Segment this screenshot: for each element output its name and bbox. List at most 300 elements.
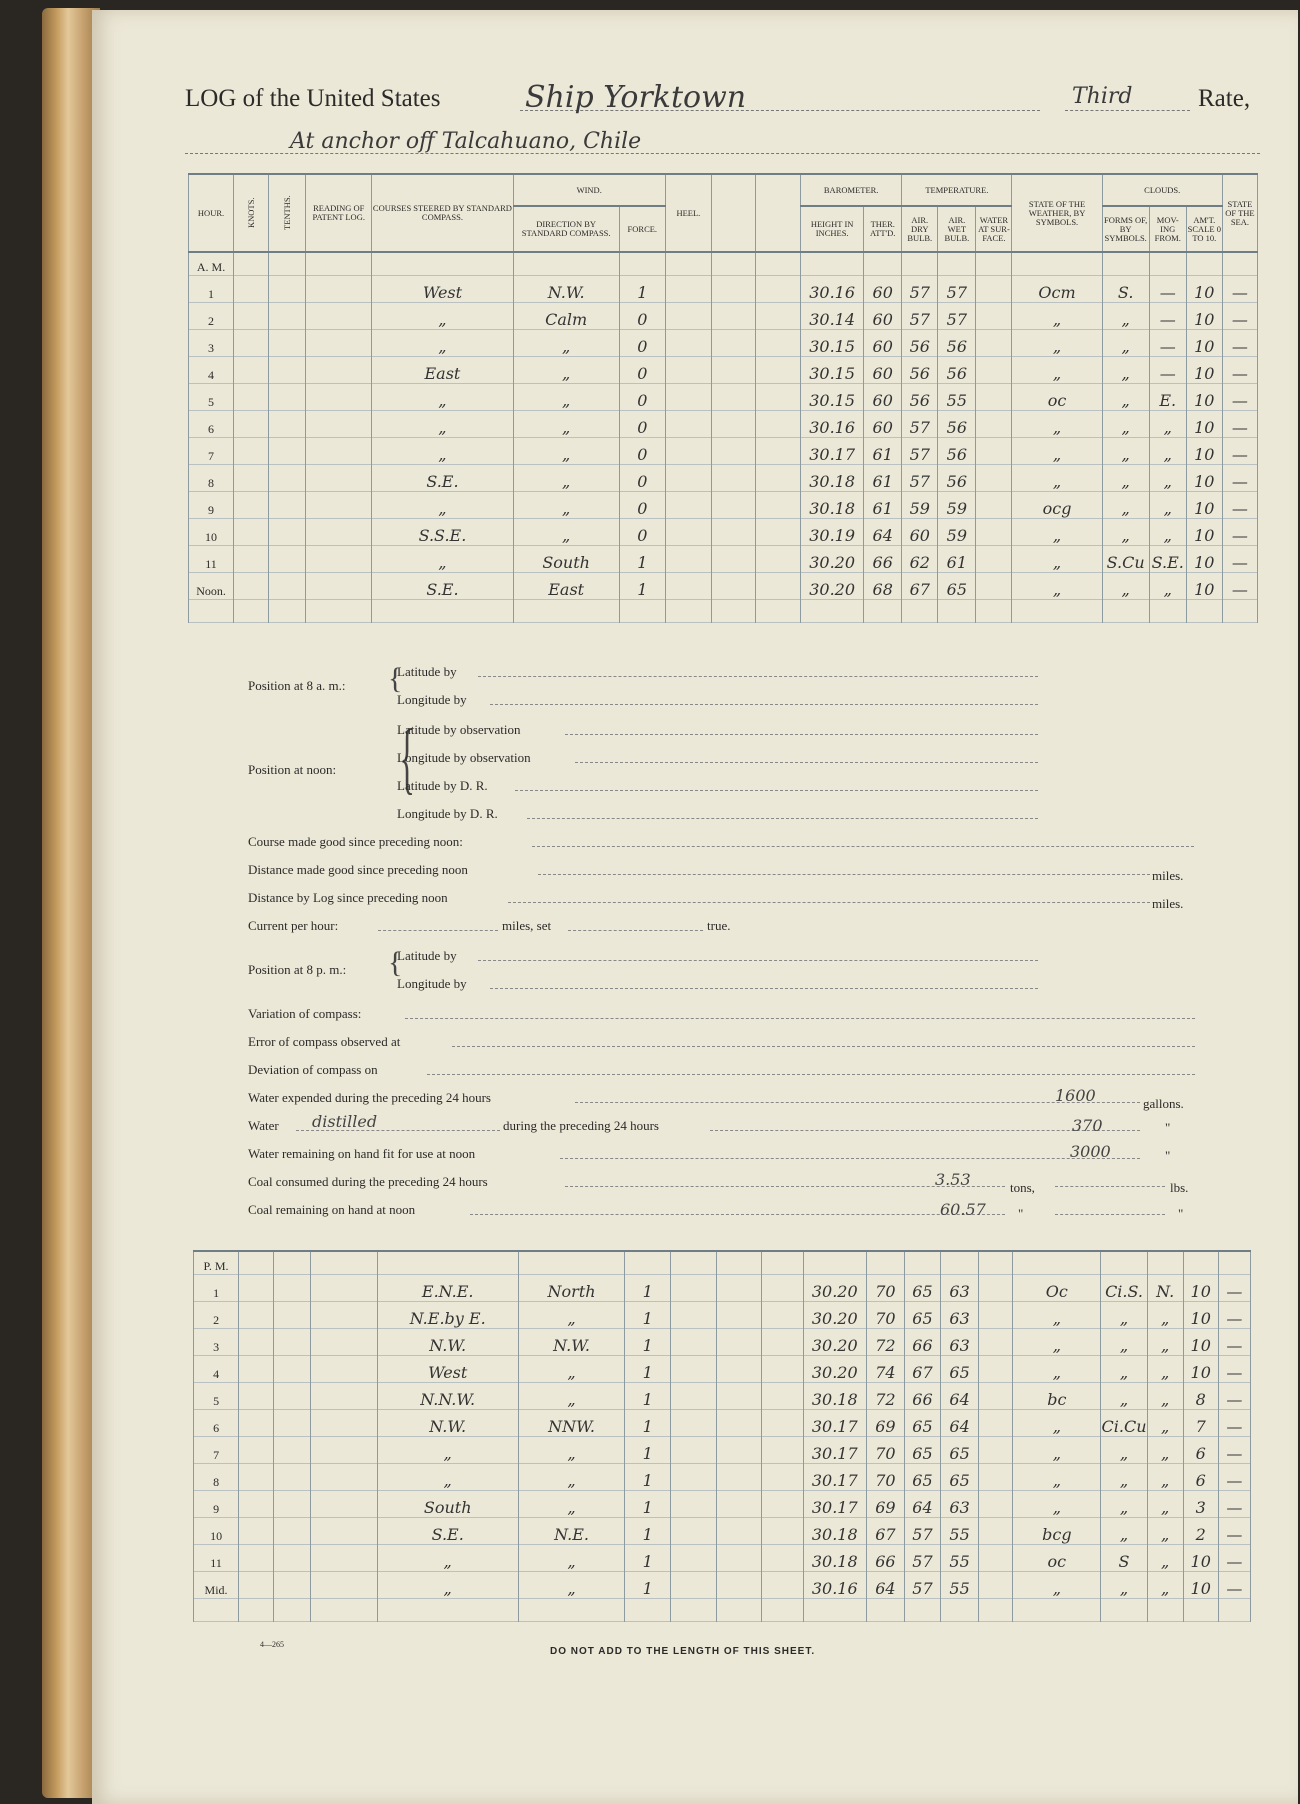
location-line: At anchor off Talcahuano, Chile	[290, 129, 642, 154]
air-wet-cell: 56	[938, 465, 976, 492]
hour-cell: 3	[194, 1329, 239, 1356]
blank-cell-1	[717, 1275, 761, 1302]
cloud-forms-cell: „	[1101, 1302, 1147, 1329]
wind-direction-cell: NNW.	[518, 1410, 624, 1437]
wind-force-cell: 1	[619, 573, 665, 600]
water-during: during the preceding 24 hours	[503, 1118, 659, 1133]
wind-direction-cell: „	[518, 1302, 624, 1329]
baro-height-cell: 30.20	[803, 1356, 866, 1383]
water-surface-cell	[979, 1464, 1013, 1491]
air-dry-cell: 56	[902, 384, 938, 411]
blank-cell-1	[717, 1491, 761, 1518]
weather-cell: „	[1013, 1464, 1101, 1491]
cloud-forms-cell: Ci.S.	[1101, 1275, 1147, 1302]
air-dry-cell: 65	[904, 1410, 940, 1437]
wind-force-cell: 1	[625, 1329, 671, 1356]
am-log-row	[189, 276, 1258, 303]
weather-cell: oc	[1013, 1545, 1101, 1572]
cloud-moving-cell: —	[1149, 357, 1186, 384]
cloud-forms-cell: „	[1101, 1383, 1147, 1410]
wind-force-cell: 1	[619, 546, 665, 573]
col-tenths: TENTHS.	[269, 174, 306, 252]
knots-cell	[239, 1383, 274, 1410]
tenths-cell	[274, 1491, 311, 1518]
course-cell: „	[377, 1437, 518, 1464]
wind-direction-cell: „	[518, 1491, 624, 1518]
wind-direction-cell: „	[518, 1437, 624, 1464]
course-cell: South	[377, 1491, 518, 1518]
wind-direction-cell: „	[518, 1572, 624, 1599]
wind-force-cell: 1	[625, 1275, 671, 1302]
col-baro-ther: THER. ATT'D.	[864, 206, 902, 252]
patent-log-cell	[306, 519, 372, 546]
heel-cell	[671, 1491, 717, 1518]
cloud-forms-cell: „	[1101, 1491, 1147, 1518]
col-heel: HEEL.	[665, 174, 711, 252]
wind-force-cell: 0	[619, 303, 665, 330]
weather-cell: ocg	[1012, 492, 1102, 519]
tenths-cell	[269, 303, 306, 330]
air-dry-cell: 57	[902, 438, 938, 465]
error-compass: Error of compass observed at	[248, 1034, 401, 1049]
sea-state-cell: —	[1222, 438, 1257, 465]
weather-cell: „	[1012, 330, 1102, 357]
blank-cell-1	[717, 1302, 761, 1329]
pm-log-row	[194, 1518, 1251, 1545]
col-cloud-amount: AM'T. SCALE 0 TO 10.	[1186, 206, 1222, 252]
wind-force-cell: 0	[619, 330, 665, 357]
sea-state-cell: —	[1222, 330, 1257, 357]
air-wet-cell: 55	[941, 1545, 979, 1572]
knots-cell	[239, 1491, 274, 1518]
sea-state-cell: —	[1222, 465, 1257, 492]
baro-height-cell: 30.16	[801, 411, 864, 438]
baro-height-cell: 30.18	[803, 1518, 866, 1545]
cloud-moving-cell: —	[1149, 303, 1186, 330]
hour-cell: 6	[189, 411, 234, 438]
pm-section-label: P. M.	[194, 1251, 239, 1275]
wind-force-cell: 1	[625, 1410, 671, 1437]
wind-direction-cell: N.W.	[518, 1329, 624, 1356]
patent-log-cell	[311, 1302, 377, 1329]
patent-log-cell	[306, 465, 372, 492]
cloud-amount-cell: 6	[1183, 1437, 1218, 1464]
baro-height-cell: 30.15	[801, 357, 864, 384]
pos-8am-label: Position at 8 a. m.:	[248, 678, 346, 693]
cloud-forms-cell: S.Cu	[1102, 546, 1149, 573]
air-wet-cell: 64	[941, 1410, 979, 1437]
sea-state-cell: —	[1218, 1437, 1250, 1464]
pos-8pm-lon: Longitude by	[397, 976, 467, 991]
pos-noon-label: Position at noon:	[248, 762, 337, 777]
pm-log-row	[194, 1356, 1251, 1383]
patent-log-cell	[311, 1545, 377, 1572]
cloud-moving-cell: „	[1149, 519, 1186, 546]
blank-cell-1	[711, 465, 755, 492]
heel-cell	[671, 1383, 717, 1410]
col-clouds: CLOUDS.	[1102, 174, 1222, 206]
coal-consumed: Coal consumed during the preceding 24 hours	[248, 1174, 488, 1189]
cloud-moving-cell: „	[1147, 1518, 1183, 1545]
tons: tons,	[1010, 1180, 1035, 1195]
knots-cell	[239, 1275, 274, 1302]
wind-direction-cell: „	[513, 330, 619, 357]
cloud-forms-cell: „	[1102, 438, 1149, 465]
air-dry-cell: 66	[904, 1329, 940, 1356]
blank-cell-2	[761, 1491, 803, 1518]
knots-cell	[234, 357, 269, 384]
wind-direction-cell: N.W.	[513, 276, 619, 303]
air-wet-cell: 56	[938, 330, 976, 357]
air-dry-cell: 62	[902, 546, 938, 573]
weather-cell: „	[1013, 1329, 1101, 1356]
knots-cell	[239, 1329, 274, 1356]
knots-cell	[239, 1572, 274, 1599]
baro-ther-cell: 70	[866, 1464, 904, 1491]
baro-height-cell: 30.17	[803, 1464, 866, 1491]
tenths-cell	[274, 1437, 311, 1464]
air-wet-cell: 56	[938, 438, 976, 465]
sea-state-cell: —	[1218, 1410, 1250, 1437]
col-wind: WIND.	[513, 174, 665, 206]
wind-direction-cell: East	[513, 573, 619, 600]
blank-cell-1	[711, 384, 755, 411]
knots-cell	[239, 1356, 274, 1383]
patent-log-cell	[311, 1464, 377, 1491]
col-water-surface: WATER AT SUR-FACE.	[976, 206, 1012, 252]
sea-state-cell: —	[1222, 546, 1257, 573]
miles-2: miles.	[1152, 896, 1184, 911]
cloud-forms-cell: „	[1102, 519, 1149, 546]
baro-ther-cell: 68	[864, 573, 902, 600]
hour-cell: 8	[194, 1464, 239, 1491]
hour-cell: 4	[189, 357, 234, 384]
hour-cell: 1	[194, 1275, 239, 1302]
blank-cell-2	[756, 330, 801, 357]
wind-force-cell: 0	[619, 411, 665, 438]
knots-cell	[239, 1464, 274, 1491]
weather-cell: „	[1012, 303, 1102, 330]
hour-cell: Noon.	[189, 573, 234, 600]
blank-cell-1	[711, 357, 755, 384]
water-surface-cell	[979, 1302, 1013, 1329]
wind-force-cell: 1	[625, 1302, 671, 1329]
baro-height-cell: 30.17	[803, 1491, 866, 1518]
course-cell: N.N.W.	[377, 1383, 518, 1410]
patent-log-cell	[306, 357, 372, 384]
hour-cell: 4	[194, 1356, 239, 1383]
hour-cell: 7	[189, 438, 234, 465]
pos-8am-lon: Longitude by	[397, 692, 467, 707]
knots-cell	[234, 411, 269, 438]
weather-cell: bc	[1013, 1383, 1101, 1410]
sea-state-cell: —	[1218, 1491, 1250, 1518]
blank-cell-2	[756, 573, 801, 600]
air-dry-cell: 56	[902, 357, 938, 384]
cloud-amount-cell: 10	[1183, 1356, 1218, 1383]
weather-cell: „	[1012, 438, 1102, 465]
course-cell: „	[372, 303, 513, 330]
blank-cell-1	[717, 1464, 761, 1491]
am-log-row	[189, 519, 1258, 546]
cloud-moving-cell: „	[1147, 1410, 1183, 1437]
hour-cell: 2	[189, 303, 234, 330]
hour-cell: 2	[194, 1302, 239, 1329]
heel-cell	[671, 1518, 717, 1545]
sea-state-cell: —	[1222, 492, 1257, 519]
hour-cell: 11	[194, 1545, 239, 1572]
course-cell: „	[372, 438, 513, 465]
current-per-hour: Current per hour:	[248, 918, 339, 933]
baro-height-cell: 30.16	[801, 276, 864, 303]
blank-cell-2	[761, 1545, 803, 1572]
course-cell: „	[377, 1464, 518, 1491]
knots-cell	[234, 573, 269, 600]
air-dry-cell: 59	[902, 492, 938, 519]
patent-log-cell	[311, 1410, 377, 1437]
pm-log-row	[194, 1545, 1251, 1572]
weather-cell: „	[1013, 1491, 1101, 1518]
water-surface-cell	[979, 1572, 1013, 1599]
blank-cell-2	[756, 357, 801, 384]
col-courses: COURSES STEERED BY STANDARD COMPASS.	[372, 174, 513, 252]
tenths-cell	[269, 492, 306, 519]
knots-cell	[239, 1545, 274, 1572]
air-dry-cell: 57	[902, 276, 938, 303]
heel-cell	[665, 546, 711, 573]
cloud-moving-cell: —	[1149, 330, 1186, 357]
air-dry-cell: 65	[904, 1275, 940, 1302]
water-surface-cell	[979, 1356, 1013, 1383]
course-cell: N.E.by E.	[377, 1302, 518, 1329]
patent-log-cell	[306, 546, 372, 573]
water-remaining: Water remaining on hand fit for use at noon	[248, 1146, 476, 1161]
weather-cell: bcg	[1013, 1518, 1101, 1545]
tenths-cell	[269, 330, 306, 357]
brace-8am: {	[388, 662, 403, 695]
weather-cell: oc	[1012, 384, 1102, 411]
blank-cell-2	[761, 1329, 803, 1356]
water-surface-cell	[976, 465, 1012, 492]
col-barometer: BAROMETER.	[801, 174, 902, 206]
baro-ther-cell: 61	[864, 438, 902, 465]
log-title-prefix: LOG of the United States	[185, 85, 441, 112]
air-wet-cell: 63	[941, 1491, 979, 1518]
patent-log-cell	[306, 384, 372, 411]
air-wet-cell: 63	[941, 1275, 979, 1302]
cloud-amount-cell: 10	[1186, 573, 1222, 600]
cloud-forms-cell: „	[1102, 330, 1149, 357]
col-knots: KNOTS.	[234, 174, 269, 252]
rate-label: Rate,	[1198, 85, 1251, 112]
cloud-moving-cell: „	[1147, 1545, 1183, 1572]
blank-cell-1	[717, 1410, 761, 1437]
air-wet-cell: 57	[938, 276, 976, 303]
baro-height-cell: 30.20	[801, 546, 864, 573]
weather-cell: Oc	[1013, 1275, 1101, 1302]
wind-force-cell: 1	[625, 1383, 671, 1410]
tenths-cell	[269, 573, 306, 600]
col-cloud-moving: MOV-ING FROM.	[1149, 206, 1186, 252]
patent-log-cell	[306, 492, 372, 519]
knots-cell	[234, 303, 269, 330]
wind-direction-cell: „	[513, 465, 619, 492]
air-dry-cell: 60	[902, 519, 938, 546]
col-air-wet: AIR. WET BULB.	[938, 206, 976, 252]
cloud-amount-cell: 10	[1183, 1329, 1218, 1356]
baro-height-cell: 30.18	[801, 465, 864, 492]
cloud-moving-cell: „	[1147, 1572, 1183, 1599]
patent-log-cell	[311, 1383, 377, 1410]
cloud-moving-cell: N.	[1147, 1275, 1183, 1302]
cloud-amount-cell: 2	[1183, 1518, 1218, 1545]
ditto-1: "	[1165, 1120, 1171, 1135]
blank-cell-1	[717, 1518, 761, 1545]
am-section-label: A. M.	[189, 252, 234, 276]
heel-cell	[665, 330, 711, 357]
heel-cell	[671, 1356, 717, 1383]
pm-log-row	[194, 1275, 1251, 1302]
water-surface-cell	[976, 357, 1012, 384]
wind-force-cell: 1	[625, 1356, 671, 1383]
am-log-row	[189, 465, 1258, 492]
wind-direction-cell: „	[518, 1464, 624, 1491]
air-dry-cell: 67	[904, 1356, 940, 1383]
wind-force-cell: 1	[625, 1437, 671, 1464]
blank-cell-1	[711, 492, 755, 519]
blank-cell-1	[711, 276, 755, 303]
air-wet-cell: 59	[938, 492, 976, 519]
heel-cell	[665, 303, 711, 330]
col-baro-height: HEIGHT IN INCHES.	[801, 206, 864, 252]
wind-force-cell: 0	[619, 438, 665, 465]
distance-by-log: Distance by Log since preceding noon	[248, 890, 448, 905]
knots-cell	[234, 519, 269, 546]
tenths-cell	[274, 1302, 311, 1329]
wind-direction-cell: „	[513, 411, 619, 438]
baro-ther-cell: 60	[864, 411, 902, 438]
variation-compass: Variation of compass:	[248, 1006, 362, 1021]
baro-ther-cell: 70	[866, 1302, 904, 1329]
col-wind-force: FORCE.	[619, 206, 665, 252]
patent-log-cell	[311, 1572, 377, 1599]
wind-force-cell: 1	[625, 1518, 671, 1545]
col-blank-2	[756, 174, 801, 252]
deviation-compass: Deviation of compass on	[248, 1062, 378, 1077]
water-remaining-value: 3000	[1070, 1142, 1111, 1161]
cloud-moving-cell: „	[1149, 492, 1186, 519]
air-wet-cell: 57	[938, 303, 976, 330]
blank-cell-1	[711, 546, 755, 573]
rate-value: Third	[1072, 84, 1133, 109]
blank-cell-1	[717, 1572, 761, 1599]
hour-cell: 10	[194, 1518, 239, 1545]
tenths-cell	[274, 1572, 311, 1599]
blank-cell-1	[717, 1356, 761, 1383]
water-surface-cell	[976, 384, 1012, 411]
baro-ther-cell: 67	[866, 1518, 904, 1545]
water-distilled-value: 370	[1072, 1116, 1103, 1135]
cloud-amount-cell: 10	[1183, 1572, 1218, 1599]
knots-cell	[234, 330, 269, 357]
pos-8pm-lat: Latitude by	[397, 948, 457, 963]
baro-ther-cell: 70	[866, 1275, 904, 1302]
am-log-row	[189, 546, 1258, 573]
gallons: gallons.	[1143, 1096, 1184, 1111]
tenths-cell	[274, 1464, 311, 1491]
water-surface-cell	[976, 573, 1012, 600]
blank-cell-2	[756, 546, 801, 573]
cloud-moving-cell: „	[1147, 1356, 1183, 1383]
cloud-amount-cell: 10	[1186, 465, 1222, 492]
weather-cell: „	[1013, 1356, 1101, 1383]
cloud-forms-cell: „	[1102, 384, 1149, 411]
knots-cell	[234, 276, 269, 303]
course-cell: N.W.	[377, 1410, 518, 1437]
cloud-forms-cell: Ci.Cu	[1101, 1410, 1147, 1437]
air-wet-cell: 65	[941, 1464, 979, 1491]
knots-cell	[234, 492, 269, 519]
baro-height-cell: 30.15	[801, 330, 864, 357]
air-wet-cell: 65	[938, 573, 976, 600]
blank-cell-1	[711, 330, 755, 357]
hour-cell: 3	[189, 330, 234, 357]
baro-height-cell: 30.18	[801, 492, 864, 519]
blank-cell-2	[756, 303, 801, 330]
cloud-forms-cell: „	[1102, 573, 1149, 600]
air-wet-cell: 64	[941, 1383, 979, 1410]
cloud-forms-cell: „	[1101, 1437, 1147, 1464]
coal-remaining-value: 60.57	[940, 1200, 986, 1219]
course-cell: E.N.E.	[377, 1275, 518, 1302]
weather-cell: „	[1012, 519, 1102, 546]
air-wet-cell: 63	[941, 1302, 979, 1329]
wind-direction-cell: „	[513, 519, 619, 546]
baro-height-cell: 30.14	[801, 303, 864, 330]
course-cell: N.W.	[377, 1329, 518, 1356]
water-surface-cell	[979, 1545, 1013, 1572]
course-cell: West	[377, 1356, 518, 1383]
heel-cell	[665, 519, 711, 546]
blank-cell-1	[717, 1545, 761, 1572]
knots-cell	[239, 1437, 274, 1464]
hour-cell: 10	[189, 519, 234, 546]
sea-state-cell: —	[1218, 1518, 1250, 1545]
cloud-amount-cell: 10	[1186, 303, 1222, 330]
cloud-amount-cell: 10	[1186, 546, 1222, 573]
knots-cell	[234, 438, 269, 465]
sea-state-cell: —	[1218, 1572, 1250, 1599]
baro-ther-cell: 60	[864, 276, 902, 303]
tenths-cell	[274, 1410, 311, 1437]
air-wet-cell: 63	[941, 1329, 979, 1356]
cloud-amount-cell: 10	[1186, 384, 1222, 411]
blank-cell-2	[756, 276, 801, 303]
hour-cell: 11	[189, 546, 234, 573]
cloud-moving-cell: „	[1149, 465, 1186, 492]
blank-cell-2	[761, 1302, 803, 1329]
water-surface-cell	[979, 1383, 1013, 1410]
am-log-row	[189, 303, 1258, 330]
wind-force-cell: 1	[619, 276, 665, 303]
lbs: lbs.	[1170, 1180, 1189, 1195]
brace-noon: {	[399, 714, 415, 802]
weather-cell: „	[1013, 1572, 1101, 1599]
water-surface-cell	[976, 546, 1012, 573]
distance-made-good: Distance made good since preceding noon	[248, 862, 468, 877]
cloud-amount-cell: 7	[1183, 1410, 1218, 1437]
water-surface-cell	[976, 276, 1012, 303]
